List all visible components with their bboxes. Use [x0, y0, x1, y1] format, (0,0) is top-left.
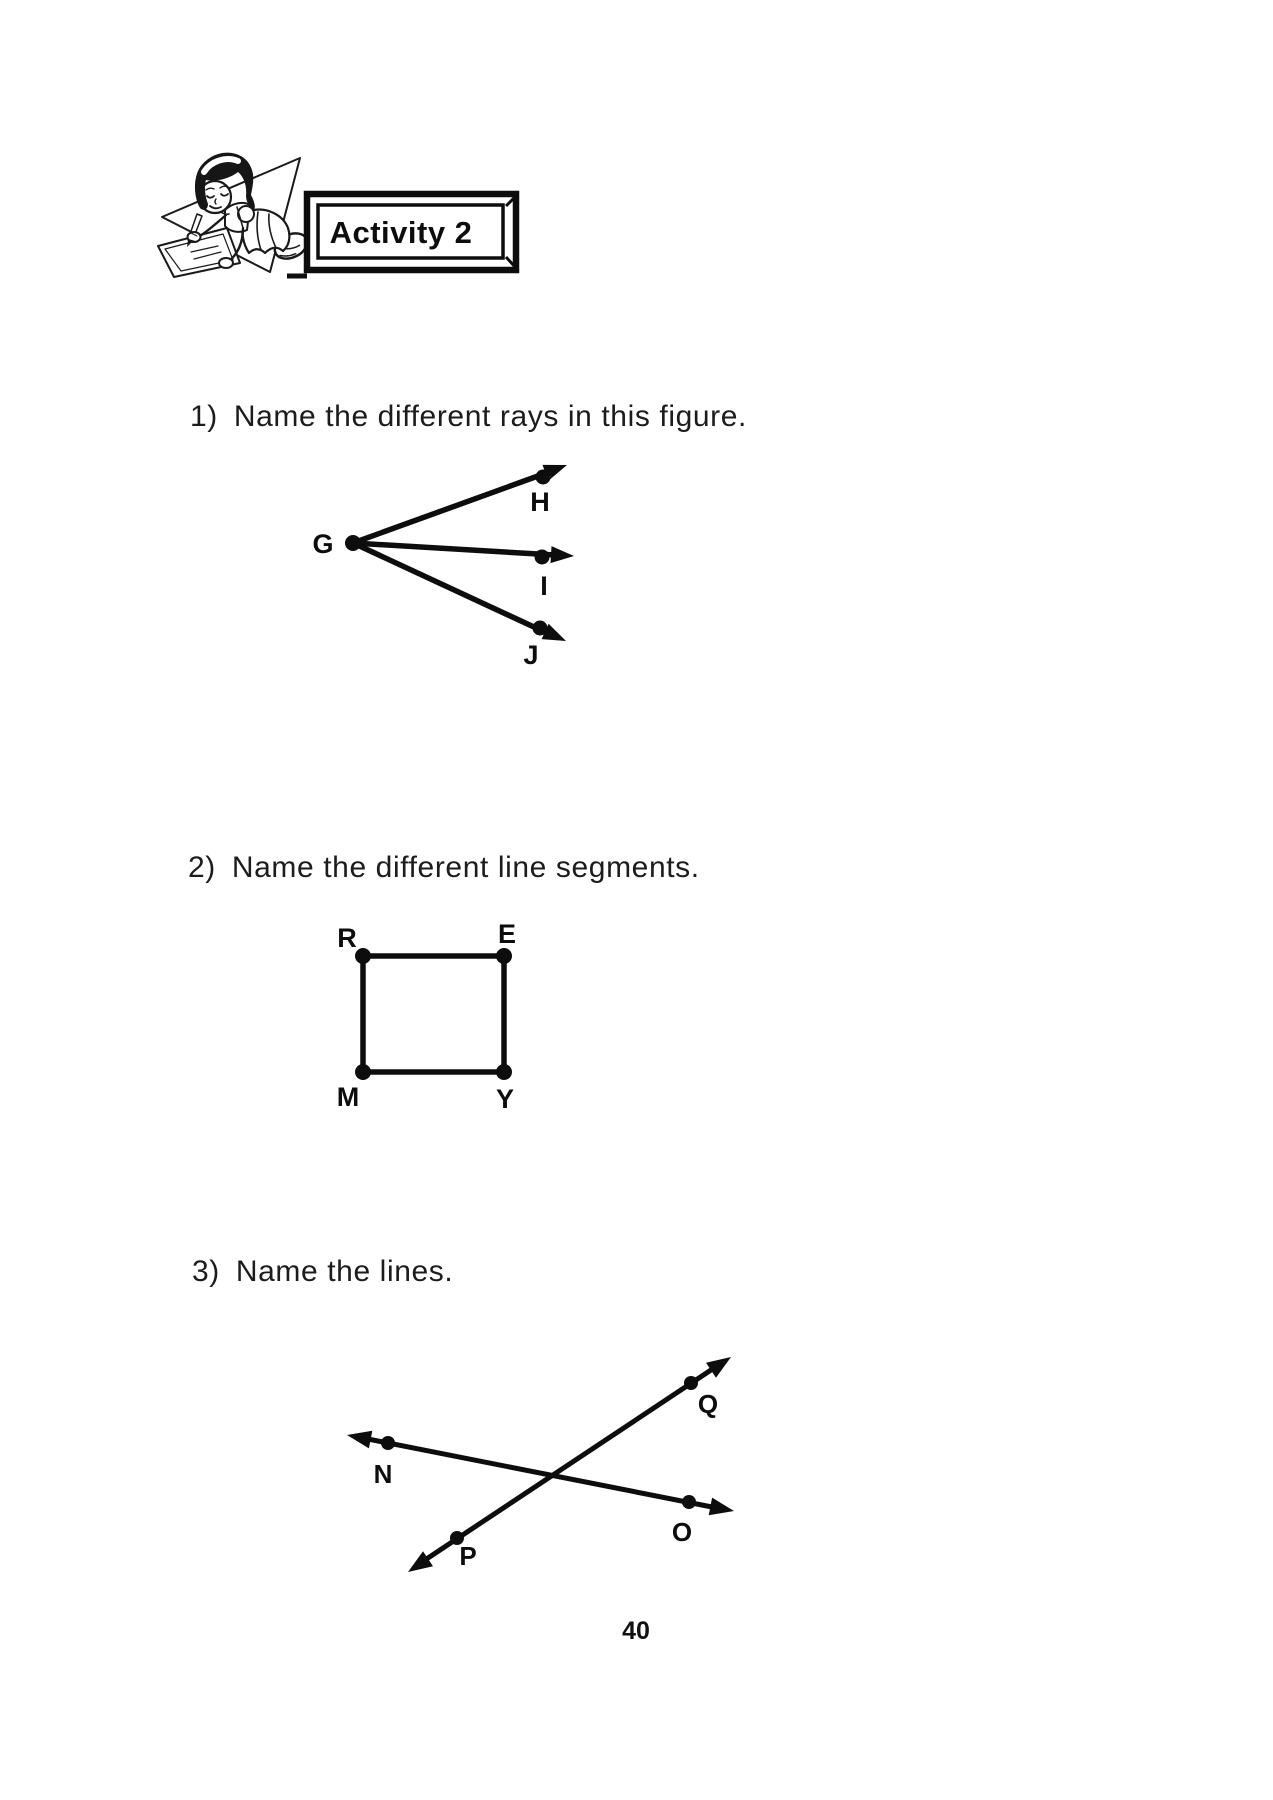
point-label-e: E	[497, 919, 517, 949]
point-dot-m	[355, 1064, 371, 1080]
point-dot-g	[345, 535, 361, 551]
point-label-y: Y	[495, 1084, 515, 1114]
point-label-m: M	[336, 1082, 360, 1112]
question-3-number: 3)	[192, 1255, 220, 1288]
line-no	[347, 1431, 734, 1515]
question-3	[192, 1255, 453, 1289]
point-label-o: O	[671, 1517, 693, 1547]
point-dot-i	[535, 550, 550, 565]
point-label-q: Q	[697, 1389, 719, 1419]
point-label-n: N	[373, 1459, 393, 1489]
question-1	[190, 400, 747, 434]
rays-figure	[300, 435, 600, 680]
point-dot-y	[496, 1064, 512, 1080]
point-label-h: H	[530, 487, 550, 517]
question-2-number: 2)	[188, 851, 216, 884]
rectangle-figure	[325, 905, 550, 1120]
point-label-r: R	[337, 923, 357, 953]
question-2-text: Name the different line segments.	[231, 851, 700, 884]
question-1-text: Name the different rays in this figure.	[233, 400, 747, 433]
page-number: 40	[622, 1617, 650, 1645]
question-1-number: 1)	[190, 400, 218, 433]
point-dot-q	[684, 1376, 698, 1390]
point-dot-n	[381, 1436, 395, 1450]
point-dot-o	[682, 1495, 696, 1509]
lines-figure	[330, 1340, 750, 1595]
activity-banner	[282, 183, 527, 283]
point-label-p: P	[459, 1541, 477, 1571]
point-dot-j	[533, 621, 548, 636]
point-dot-h	[536, 470, 551, 485]
activity-title: Activity 2	[329, 215, 473, 250]
rectangle-outline	[363, 956, 504, 1072]
point-dot-e	[496, 948, 512, 964]
point-dot-r	[355, 948, 371, 964]
point-label-i: I	[540, 571, 548, 601]
clipart-writing-hand	[188, 232, 201, 242]
question-3-text: Name the lines.	[235, 1255, 454, 1288]
question-2	[188, 851, 700, 885]
point-label-j: J	[523, 640, 539, 670]
point-label-g: G	[312, 529, 334, 559]
